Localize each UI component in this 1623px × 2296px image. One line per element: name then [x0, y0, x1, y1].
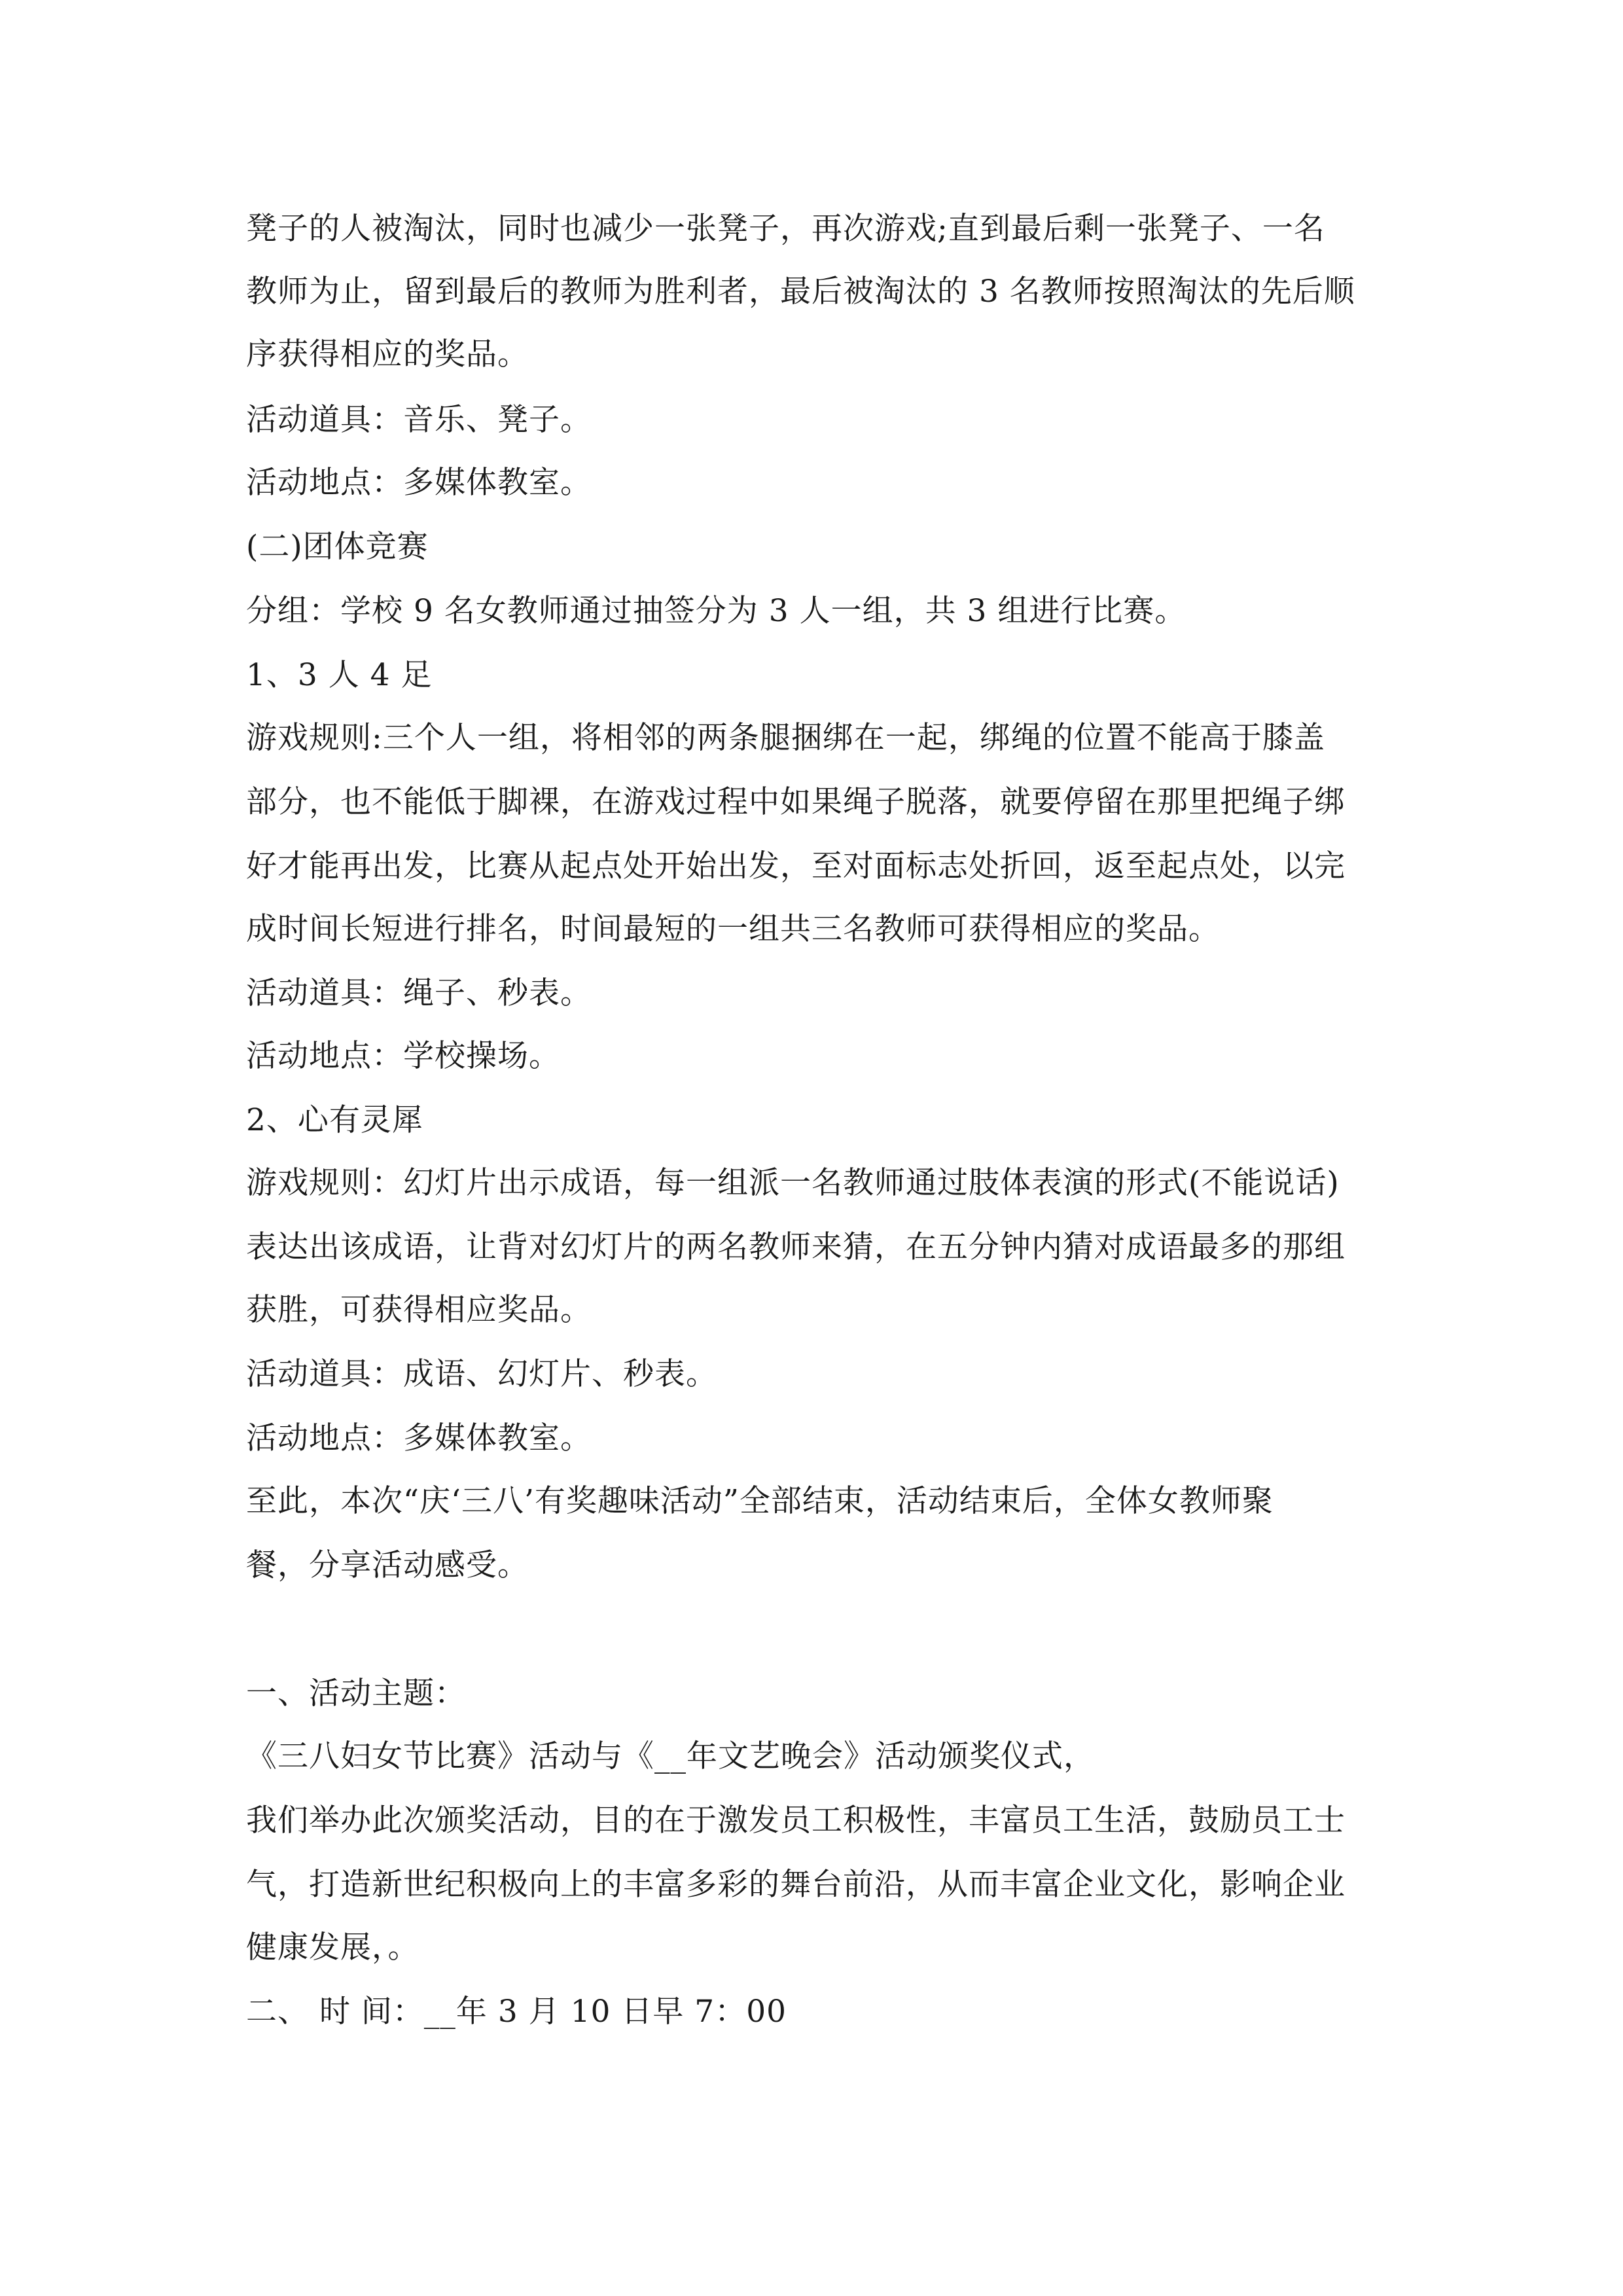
- text-line: 活动地点：多媒体教室。: [246, 1420, 592, 1456]
- section-heading: 一、活动主题：: [246, 1676, 466, 1712]
- text-line: 表达出该成语，让背对幻灯片的两名教师来猜，在五分钟内猜对成语最多的那组: [246, 1229, 1346, 1265]
- text-line: 游戏规则：幻灯片出示成语，每一组派一名教师通过肢体表演的形式(不能说话): [246, 1165, 1340, 1201]
- text-line: 至此，本次“庆‘三八’有奖趣味活动”全部结束，活动结束后，全体女教师聚: [246, 1483, 1274, 1519]
- text-line: 好才能再出发，比赛从起点处开始出发，至对面标志处折回，返至起点处，以完: [246, 848, 1346, 884]
- item-heading: 1、3 人 4 足: [246, 657, 433, 693]
- item-heading: 2、心有灵犀: [246, 1102, 423, 1138]
- text-line: 活动道具：成语、幻灯片、秒表。: [246, 1356, 717, 1392]
- section-heading: (二)团体竞赛: [246, 529, 429, 565]
- text-line: 序获得相应的奖品。: [246, 336, 529, 372]
- text-line: 活动地点：学校操场。: [246, 1038, 560, 1074]
- text-line: 气，打造新世纪积极向上的丰富多彩的舞台前沿，从而丰富企业文化，影响企业: [246, 1867, 1346, 1903]
- text-line: 教师为止，留到最后的教师为胜利者，最后被淘汰的 3 名教师按照淘汰的先后顺: [246, 274, 1355, 310]
- text-line: 获胜，可获得相应奖品。: [246, 1292, 592, 1328]
- text-line: 分组：学校 9 名女教师通过抽签分为 3 人一组，共 3 组进行比赛。: [246, 593, 1186, 629]
- text-line: 游戏规则:三个人一组，将相邻的两条腿捆绑在一起，绑绳的位置不能高于膝盖: [246, 720, 1325, 756]
- text-line: 成时间长短进行排名，时间最短的一组共三名教师可获得相应的奖品。: [246, 911, 1220, 947]
- text-line: 凳子的人被淘汰，同时也减少一张凳子，再次游戏;直到最后剩一张凳子、一名: [246, 211, 1325, 247]
- text-line: 活动地点：多媒体教室。: [246, 465, 592, 501]
- text-line: 《三八妇女节比赛》活动与《__年文艺晚会》活动颁奖仪式，: [246, 1738, 1095, 1774]
- text-line: 我们举办此次颁奖活动，目的在于激发员工积极性，丰富员工生活，鼓励员工士: [246, 1803, 1346, 1839]
- text-line: 健康发展，。: [246, 1929, 419, 1965]
- section-heading: 二、 时 间：__年 3 月 10 日早 7：00: [246, 1994, 787, 2030]
- text-line: 部分，也不能低于脚裸，在游戏过程中如果绳子脱落，就要停留在那里把绳子绑: [246, 784, 1346, 820]
- text-line: 活动道具：绳子、秒表。: [246, 975, 592, 1011]
- text-line: 餐，分享活动感受。: [246, 1547, 529, 1583]
- text-line: 活动道具：音乐、凳子。: [246, 402, 592, 438]
